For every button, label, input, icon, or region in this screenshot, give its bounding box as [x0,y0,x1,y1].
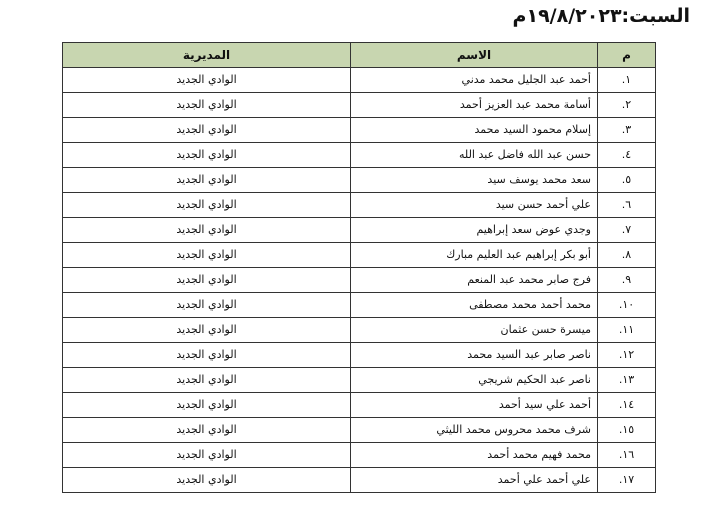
table-row [63,168,656,193]
column-header-directorate: المديرية [63,43,351,68]
name-cell: فرج صابر محمد عبد المنعم [351,268,598,293]
date-heading: السبت:١٩/٨/٢٠٢٣م [512,5,690,27]
table-row [63,343,656,368]
name-cell: أحمد عبد الجليل محمد مدني [351,68,598,93]
row-number-cell: ١٥. [598,418,656,443]
directorate-cell: الوادي الجديد [63,243,351,268]
name-cell: حسن عبد الله فاضل عبد الله [351,143,598,168]
table-row [63,193,656,218]
directorate-cell: الوادي الجديد [63,318,351,343]
name-cell: ناصر عبد الحكيم شريجي [351,368,598,393]
row-number-cell: ٧. [598,218,656,243]
name-cell: أحمد علي سيد أحمد [351,393,598,418]
row-number-cell: ١٦. [598,443,656,468]
row-number-cell: ١٣. [598,368,656,393]
row-number-cell: ٢. [598,93,656,118]
row-number-cell: ١١. [598,318,656,343]
row-number-cell: ٨. [598,243,656,268]
name-cell: شرف محمد محروس محمد الليثي [351,418,598,443]
name-cell: إسلام محمود السيد محمد [351,118,598,143]
row-number-cell: ١٧. [598,468,656,493]
table-row [63,268,656,293]
directorate-cell: الوادي الجديد [63,193,351,218]
table-row [63,93,656,118]
directorate-cell: الوادي الجديد [63,218,351,243]
row-number-cell: ٩. [598,268,656,293]
name-cell: علي أحمد علي أحمد [351,468,598,493]
table-row [63,468,656,493]
column-header-number: م [598,43,656,68]
name-cell: محمد فهيم محمد أحمد [351,443,598,468]
name-cell: ميسرة حسن عثمان [351,318,598,343]
name-cell: وجدي عوض سعد إبراهيم [351,218,598,243]
directorate-cell: الوادي الجديد [63,118,351,143]
table-row [63,143,656,168]
row-number-cell: ١٠. [598,293,656,318]
row-number-cell: ١. [598,68,656,93]
table-row [63,68,656,93]
directorate-cell: الوادي الجديد [63,368,351,393]
directorate-cell: الوادي الجديد [63,293,351,318]
directorate-cell: الوادي الجديد [63,418,351,443]
table-row [63,293,656,318]
directorate-cell: الوادي الجديد [63,393,351,418]
table-row [63,368,656,393]
name-cell: محمد أحمد محمد مصطفى [351,293,598,318]
table-body [63,68,656,493]
directorate-cell: الوادي الجديد [63,268,351,293]
directorate-cell: الوادي الجديد [63,93,351,118]
row-number-cell: ٦. [598,193,656,218]
name-cell: سعد محمد يوسف سيد [351,168,598,193]
name-cell: ناصر صابر عبد السيد محمد [351,343,598,368]
table-row [63,243,656,268]
row-number-cell: ٤. [598,143,656,168]
column-header-name: الاسم [351,43,598,68]
directorate-cell: الوادي الجديد [63,468,351,493]
table-row [63,443,656,468]
name-cell: علي أحمد حسن سيد [351,193,598,218]
table-row [63,393,656,418]
directorate-cell: الوادي الجديد [63,443,351,468]
directorate-cell: الوادي الجديد [63,168,351,193]
row-number-cell: ٥. [598,168,656,193]
names-table [62,42,656,493]
table-row [63,118,656,143]
row-number-cell: ٣. [598,118,656,143]
row-number-cell: ١٢. [598,343,656,368]
name-cell: أسامة محمد عبد العزيز أحمد [351,93,598,118]
directorate-cell: الوادي الجديد [63,343,351,368]
table-row [63,318,656,343]
directorate-cell: الوادي الجديد [63,68,351,93]
table-header-row [63,43,656,68]
table-row [63,418,656,443]
directorate-cell: الوادي الجديد [63,143,351,168]
table-row [63,218,656,243]
row-number-cell: ١٤. [598,393,656,418]
name-cell: أبو بكر إبراهيم عبد العليم مبارك [351,243,598,268]
